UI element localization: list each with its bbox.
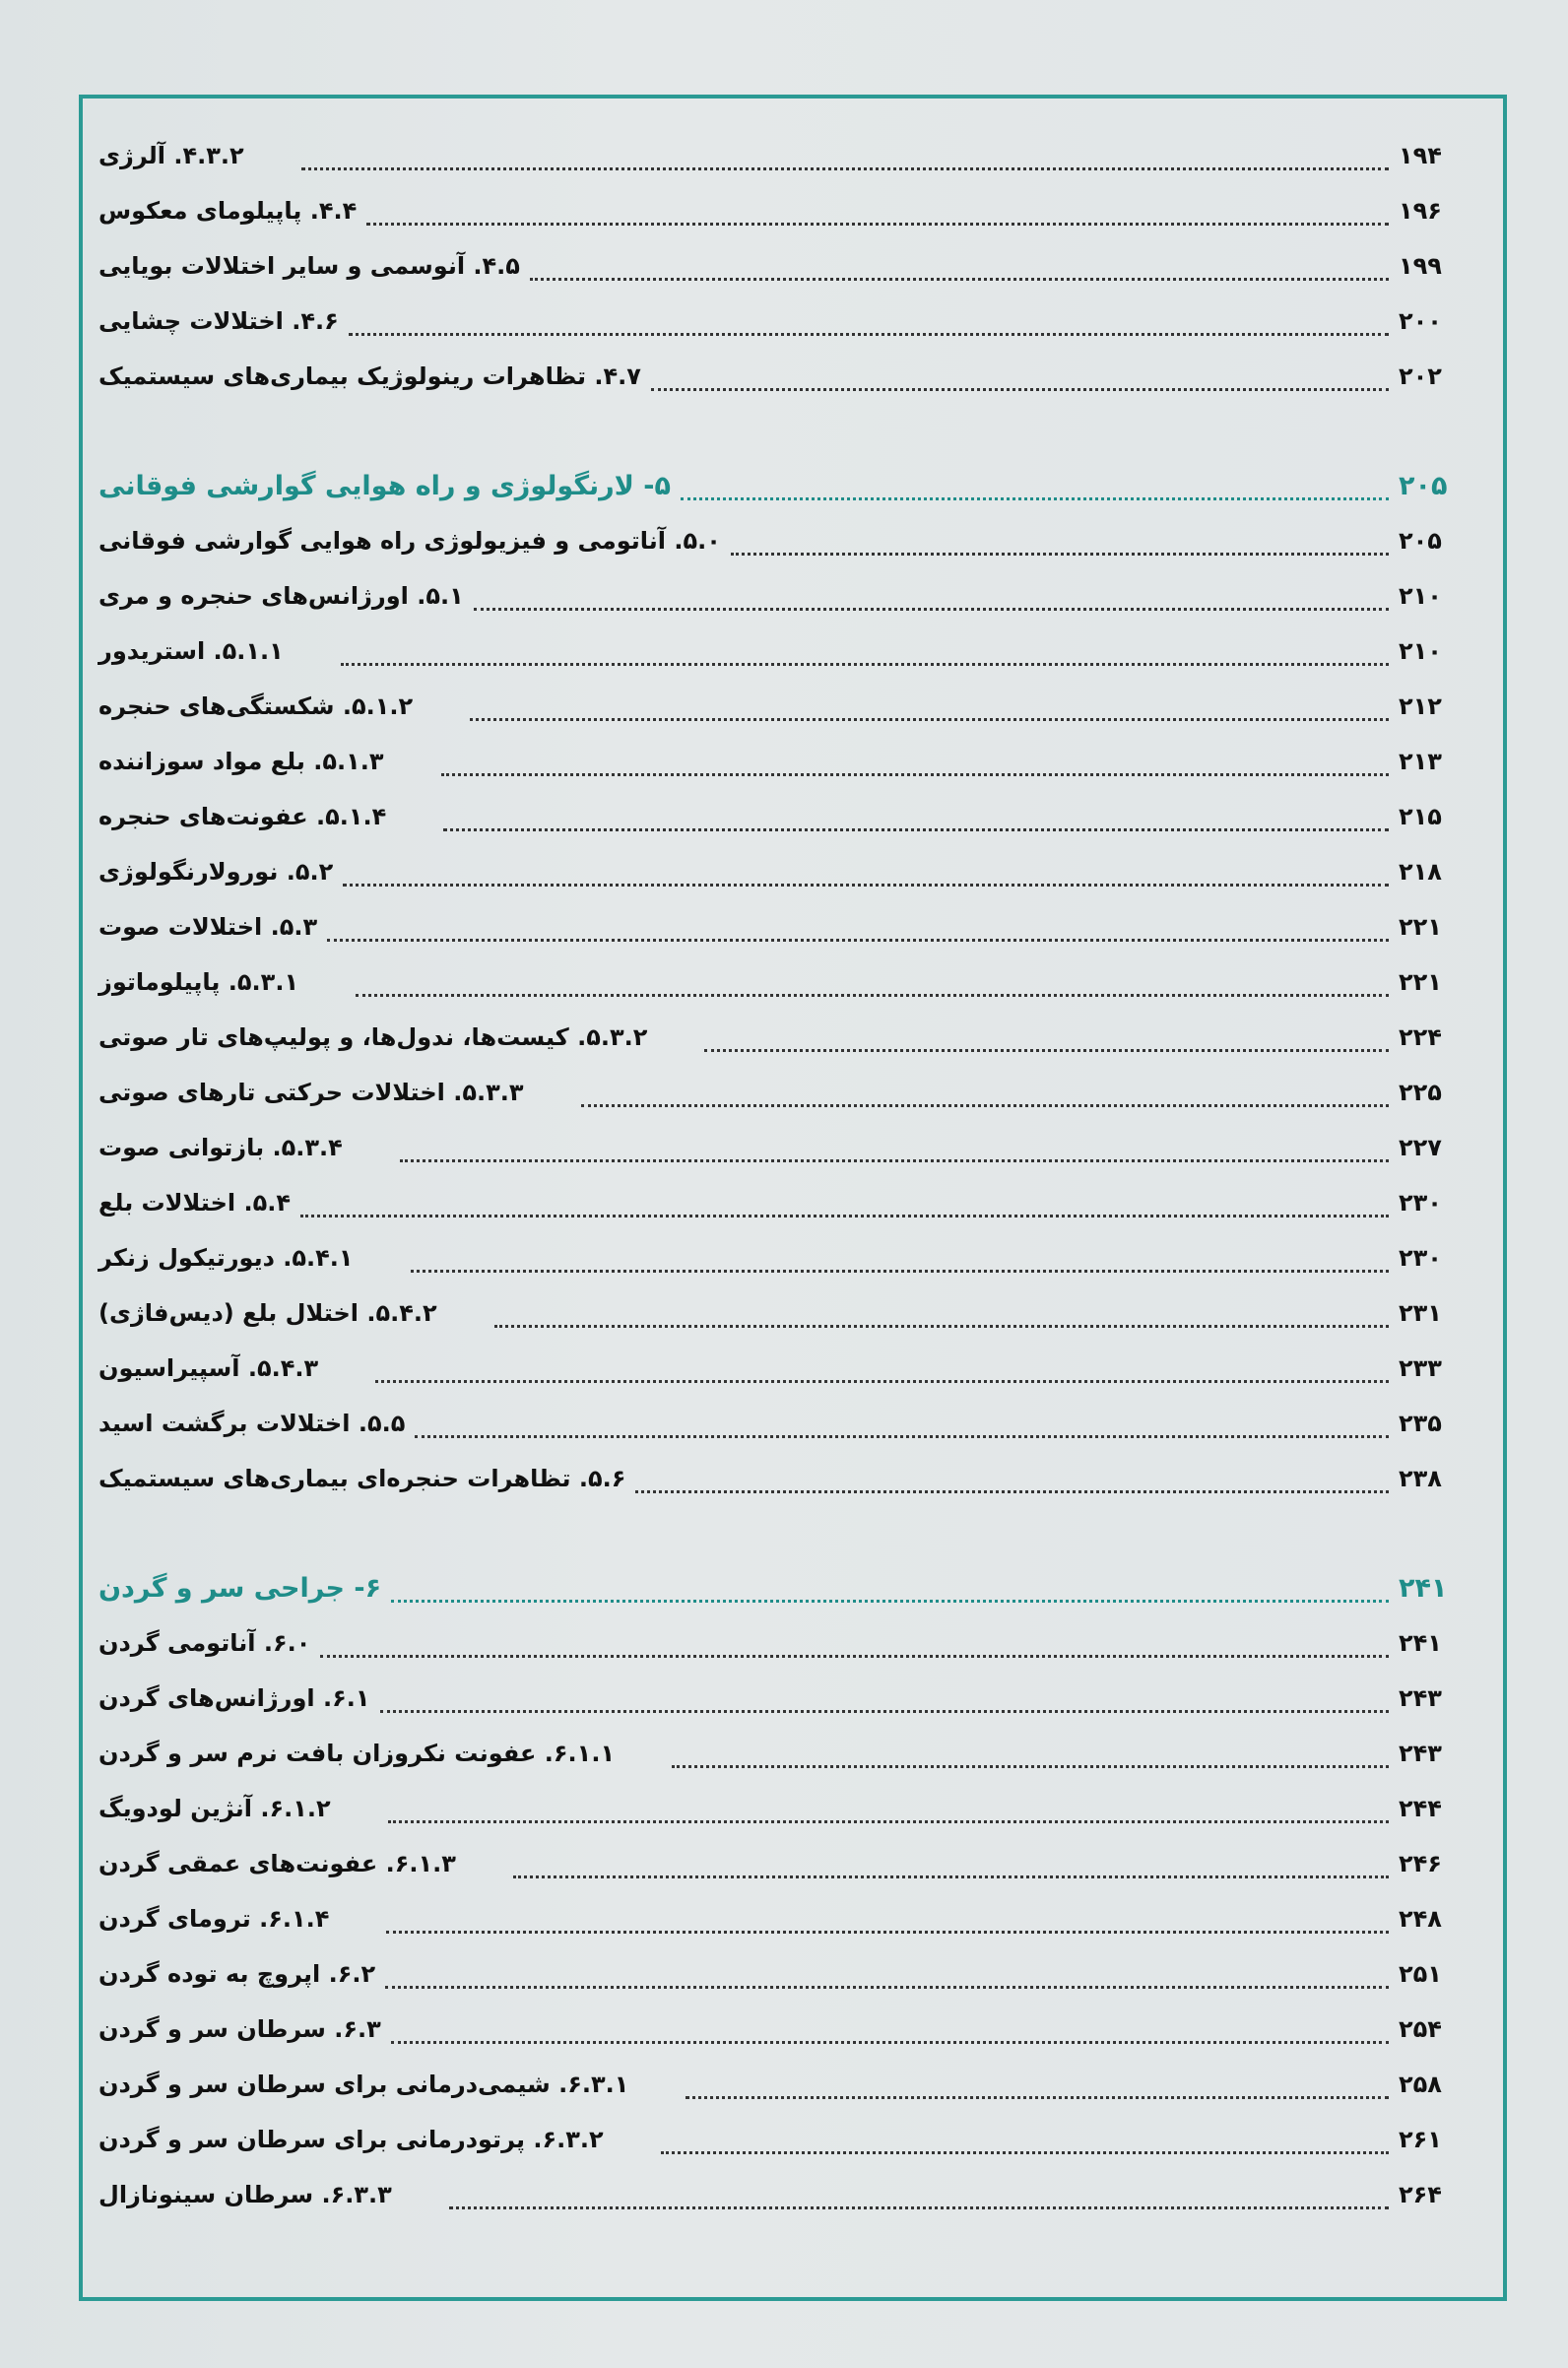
- toc-entry-row[interactable]: [98, 2112, 1468, 2167]
- page-number: ۲۳۵: [1399, 1410, 1442, 1437]
- toc-entry-title: ۶.۲. اپروچ به توده گردن: [98, 1960, 376, 1988]
- toc-entry-title: ۶.۱.۳. عفونت‌های عمقی گردن: [98, 1850, 456, 1877]
- page-number: ۲۰۵: [1399, 470, 1448, 501]
- dot-leader: [400, 1134, 1389, 1162]
- page-number: ۲۳۰: [1399, 1244, 1442, 1272]
- page-number: ۲۴۸: [1399, 1905, 1442, 1933]
- dot-leader: [731, 527, 1389, 556]
- toc-entry-title: ۵.۳.۲. کیست‌ها، ندول‌ها، و پولیپ‌های تار صوتی: [98, 1023, 648, 1051]
- toc-entry-title: ۵.۱.۴. عفونت‌های حنجره: [98, 803, 387, 830]
- toc-entry-row[interactable]: [98, 1010, 1468, 1065]
- toc-entry-title: ۵.۶. تظاهرات حنجره‌ای بیماری‌های سیستمیک: [98, 1465, 626, 1492]
- toc-entry-row[interactable]: [98, 1285, 1468, 1341]
- toc-entry-title: ۶.۳.۳. سرطان سینونازال: [98, 2181, 392, 2208]
- dot-leader: [327, 913, 1389, 942]
- section-gap: [98, 404, 1468, 458]
- toc-entry-title: ۶.۰. آناتومی گردن: [98, 1629, 311, 1657]
- dot-leader: [494, 1299, 1389, 1328]
- dot-leader: [651, 362, 1389, 391]
- page-number: ۲۲۴: [1399, 1023, 1442, 1051]
- toc-entry-title: ۵.۴.۲. اختلال بلع (دیس‌فاژی): [98, 1299, 437, 1327]
- toc-entry-row[interactable]: [98, 1781, 1468, 1836]
- toc-entry-row[interactable]: [98, 2057, 1468, 2112]
- toc-entry-title: ۶.۳. سرطان سر و گردن: [98, 2015, 381, 2043]
- toc-entry-row[interactable]: [98, 679, 1468, 734]
- dot-leader: [320, 1629, 1389, 1658]
- toc-entry-row[interactable]: [98, 1726, 1468, 1781]
- toc-entry-title: ۶.۱.۲. آنژین لودویگ: [98, 1795, 331, 1822]
- page-number: ۲۳۳: [1399, 1354, 1442, 1382]
- dot-leader: [386, 1905, 1389, 1934]
- dot-leader: [375, 1354, 1389, 1383]
- toc-entry-title: ۵.۱.۱. استریدور: [98, 637, 284, 665]
- chapter-heading-row[interactable]: [98, 1560, 1468, 1615]
- dot-leader: [635, 1465, 1389, 1493]
- toc-entry-row[interactable]: [98, 1891, 1468, 1946]
- dot-leader: [681, 472, 1389, 500]
- page-number: ۲۲۷: [1399, 1134, 1442, 1161]
- section-gap: [98, 1506, 1468, 1560]
- toc-entry-row[interactable]: [98, 1341, 1468, 1396]
- toc-entry-row[interactable]: [98, 1396, 1468, 1451]
- page-number: ۲۱۰: [1399, 637, 1442, 665]
- toc-entry-title: ۴.۳.۲. آلرژی: [98, 142, 244, 169]
- chapter-title: ۶- جراحی سر و گردن: [98, 1572, 382, 1604]
- page-number: ۲۰۲: [1399, 362, 1442, 390]
- page-number: ۲۴۱: [1399, 1572, 1448, 1604]
- page-number: ۲۳۱: [1399, 1299, 1442, 1327]
- toc-entry-row[interactable]: [98, 1615, 1468, 1671]
- toc-entry-title: ۵.۴.۳. آسپیراسیون: [98, 1354, 319, 1382]
- page-number: ۲۶۱: [1399, 2126, 1442, 2153]
- page-number: ۲۴۱: [1399, 1629, 1442, 1657]
- dot-leader: [391, 1574, 1389, 1603]
- chapter-heading-row[interactable]: [98, 458, 1468, 513]
- page-number: ۲۳۸: [1399, 1465, 1442, 1492]
- toc-entry-title: ۵.۱.۳. بلع مواد سوزاننده: [98, 748, 384, 775]
- page-number: ۲۵۸: [1399, 2071, 1442, 2098]
- toc-entry-title: ۵.۰. آناتومی و فیزیولوژی راه هوایی گوارشی فوقانی: [98, 527, 721, 555]
- dot-leader: [530, 252, 1389, 281]
- page-number: ۱۹۶: [1399, 197, 1442, 225]
- page-number: ۲۱۲: [1399, 692, 1442, 720]
- toc-entry-row[interactable]: [98, 954, 1468, 1010]
- dot-leader: [300, 1189, 1389, 1217]
- dot-leader: [388, 1795, 1389, 1823]
- toc-entry-row[interactable]: [98, 128, 1468, 183]
- toc-entry-row[interactable]: [98, 513, 1468, 568]
- toc-entry-title: ۴.۶. اختلالات چشایی: [98, 307, 339, 335]
- toc-entry-row[interactable]: [98, 238, 1468, 294]
- toc-entry-title: ۶.۱.۱. عفونت نکروزان بافت نرم سر و گردن: [98, 1740, 616, 1767]
- toc-entry-title: ۴.۷. تظاهرات رینولوژیک بیماری‌های سیستمیک: [98, 362, 641, 390]
- toc-entry-title: ۵.۵. اختلالات برگشت اسید: [98, 1410, 406, 1437]
- toc-entry-row[interactable]: [98, 1120, 1468, 1175]
- dot-leader: [672, 1740, 1389, 1768]
- dot-leader: [341, 637, 1389, 666]
- page-number: ۲۱۵: [1399, 803, 1442, 830]
- dot-leader: [581, 1079, 1389, 1107]
- toc-entry-title: ۶.۱. اورژانس‌های گردن: [98, 1684, 370, 1712]
- dot-leader: [391, 2015, 1389, 2044]
- dot-leader: [474, 582, 1389, 611]
- page-number: ۲۰۰: [1399, 307, 1442, 335]
- page-number: ۲۵۴: [1399, 2015, 1442, 2043]
- dot-leader: [411, 1244, 1389, 1273]
- toc-entry-row[interactable]: [98, 349, 1468, 404]
- toc-entry-row[interactable]: [98, 1065, 1468, 1120]
- toc-entry-row[interactable]: [98, 899, 1468, 954]
- toc-entry-row[interactable]: [98, 844, 1468, 899]
- toc-entry-row[interactable]: [98, 2002, 1468, 2057]
- toc-entry-title: ۵.۳.۴. بازتوانی صوت: [98, 1134, 343, 1161]
- toc-entry-title: ۴.۵. آنوسمی و سایر اختلالات بویایی: [98, 252, 520, 280]
- toc-entry-row[interactable]: [98, 568, 1468, 624]
- toc-entry-row[interactable]: [98, 1451, 1468, 1506]
- page-number: ۲۲۵: [1399, 1079, 1442, 1106]
- toc-entry-row[interactable]: [98, 624, 1468, 679]
- dot-leader: [415, 1410, 1389, 1438]
- table-of-contents: [98, 128, 1468, 2222]
- dot-leader: [385, 1960, 1389, 1989]
- dot-leader: [366, 197, 1389, 226]
- dot-leader: [343, 858, 1389, 887]
- toc-entry-row[interactable]: [98, 1836, 1468, 1891]
- toc-entry-row[interactable]: [98, 1175, 1468, 1230]
- page-number: ۱۹۴: [1399, 142, 1442, 169]
- dot-leader: [449, 2181, 1389, 2209]
- toc-entry-title: ۵.۴. اختلالات بلع: [98, 1189, 291, 1217]
- toc-entry-title: ۵.۲. نورولارنگولوژی: [98, 858, 334, 886]
- page-number: ۲۴۳: [1399, 1740, 1442, 1767]
- page-number: ۲۵۱: [1399, 1960, 1442, 1988]
- dot-leader: [704, 1023, 1389, 1052]
- dot-leader: [441, 748, 1389, 776]
- chapter-title: ۵- لارنگولوژی و راه هوایی گوارشی فوقانی: [98, 470, 671, 501]
- toc-entry-row[interactable]: [98, 789, 1468, 844]
- toc-entry-title: ۵.۳.۱. پاپیلوماتوز: [98, 968, 299, 996]
- toc-entry-title: ۴.۴. پاپیلومای معکوس: [98, 197, 358, 225]
- toc-entry-title: ۶.۳.۱. شیمی‌درمانی برای سرطان سر و گردن: [98, 2071, 629, 2098]
- toc-entry-row[interactable]: [98, 1230, 1468, 1285]
- page-number: ۲۱۳: [1399, 748, 1442, 775]
- toc-entry-title: ۶.۱.۴. ترومای گردن: [98, 1905, 330, 1933]
- toc-entry-row[interactable]: [98, 294, 1468, 349]
- toc-entry-title: ۵.۴.۱. دیورتیکول زنکر: [98, 1244, 354, 1272]
- page-number: ۲۳۰: [1399, 1189, 1442, 1217]
- dot-leader: [470, 692, 1389, 721]
- dot-leader: [301, 142, 1389, 170]
- dot-leader: [513, 1850, 1389, 1878]
- toc-entry-row[interactable]: [98, 1671, 1468, 1726]
- page-number: ۲۰۵: [1399, 527, 1442, 555]
- toc-entry-row[interactable]: [98, 2167, 1468, 2222]
- toc-entry-row[interactable]: [98, 183, 1468, 238]
- toc-entry-title: ۵.۳.۳. اختلالات حرکتی تارهای صوتی: [98, 1079, 524, 1106]
- page-number: ۲۲۱: [1399, 968, 1442, 996]
- page-number: ۲۴۴: [1399, 1795, 1442, 1822]
- page-number: ۲۲۱: [1399, 913, 1442, 941]
- dot-leader: [661, 2126, 1389, 2154]
- toc-entry-title: ۶.۳.۲. پرتودرمانی برای سرطان سر و گردن: [98, 2126, 604, 2153]
- toc-entry-row[interactable]: [98, 1946, 1468, 2002]
- page-number: ۲۴۳: [1399, 1684, 1442, 1712]
- toc-entry-row[interactable]: [98, 734, 1468, 789]
- dot-leader: [380, 1684, 1389, 1713]
- dot-leader: [443, 803, 1389, 831]
- toc-entry-title: ۵.۱.۲. شکستگی‌های حنجره: [98, 692, 414, 720]
- dot-leader: [349, 307, 1389, 336]
- page-number: ۲۶۴: [1399, 2181, 1442, 2208]
- dot-leader: [356, 968, 1389, 997]
- toc-entry-title: ۵.۳. اختلالات صوت: [98, 913, 318, 941]
- page-number: ۲۴۶: [1399, 1850, 1442, 1877]
- page-number: ۲۱۸: [1399, 858, 1442, 886]
- page-number: ۱۹۹: [1399, 252, 1442, 280]
- dot-leader: [686, 2071, 1389, 2099]
- toc-entry-title: ۵.۱. اورژانس‌های حنجره و مری: [98, 582, 464, 610]
- page-number: ۲۱۰: [1399, 582, 1442, 610]
